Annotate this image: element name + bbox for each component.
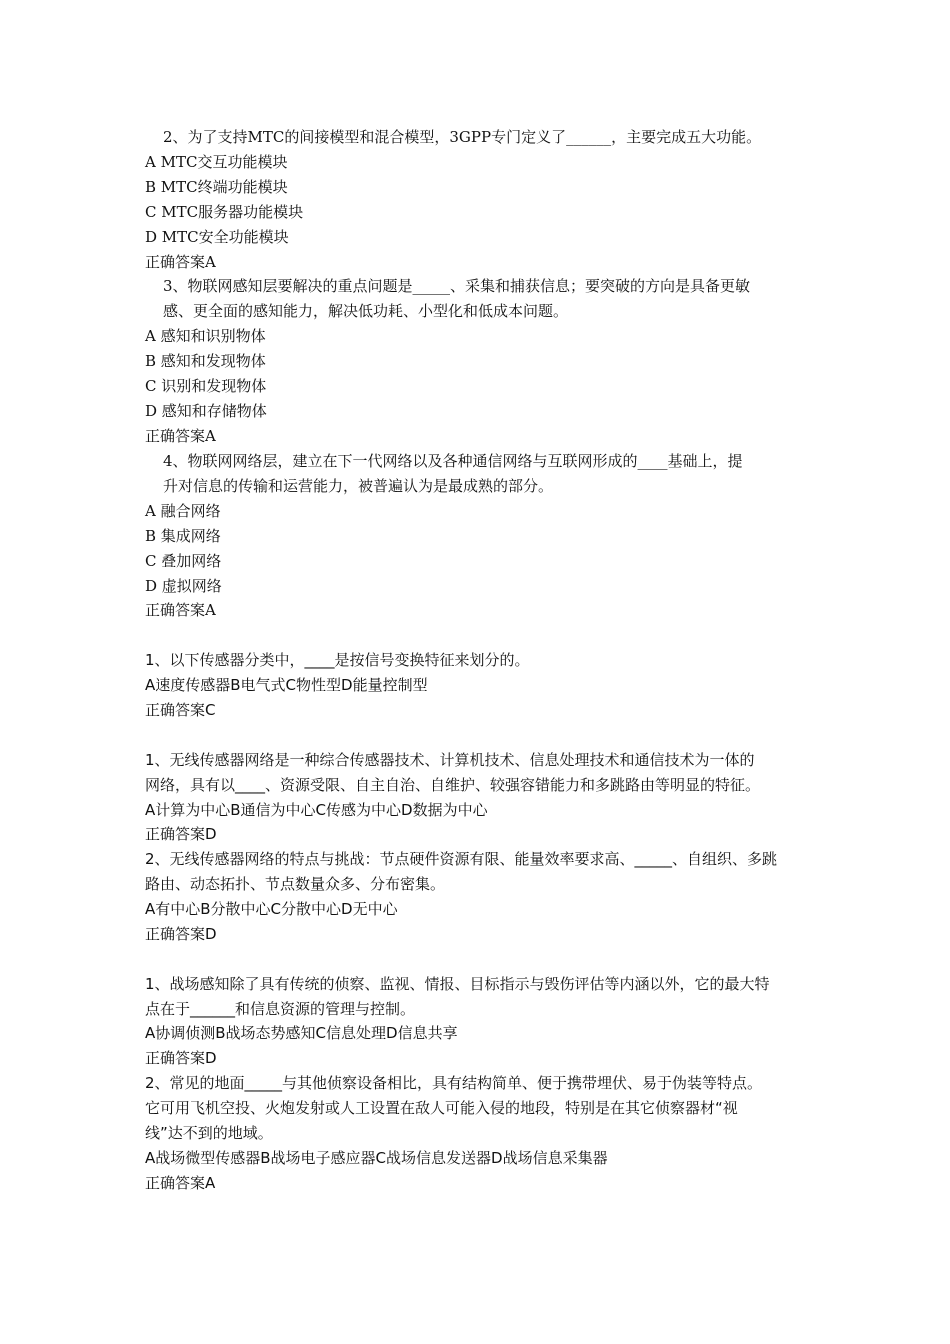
question-2-stem: 2、为了支持MTC的间接模型和混合模型，3GPP专门定义了______，主要完成五大功能。 <box>163 128 762 146</box>
wsn-question-1-answer: 正确答案D <box>145 825 217 843</box>
sensor-question-answer: 正确答案C <box>145 701 216 719</box>
question-4-option-d: D 虚拟网络 <box>145 577 222 595</box>
question-3-option-c: C 识别和发现物体 <box>145 377 267 395</box>
wsn-question-1-stem-line1: 1、无线传感器网络是一种综合传感器技术、计算机技术、信息处理技术和通信技术为一体的 <box>145 751 755 769</box>
question-2-answer: 正确答案A <box>145 253 216 271</box>
question-3-option-a: A 感知和识别物体 <box>145 327 266 345</box>
battlefield-question-1-answer: 正确答案D <box>145 1049 217 1067</box>
question-3-option-b: B 感知和发现物体 <box>145 352 266 370</box>
wsn-question-2-stem-line1: 2、无线传感器网络的特点与挑战：节点硬件资源有限、能量效率要求高、_____、自组织、多跳 <box>145 850 778 868</box>
battlefield-question-2-answer: 正确答案A <box>145 1174 216 1192</box>
question-2-option-c: C MTC服务器功能模块 <box>145 203 304 221</box>
battlefield-question-1-stem-line1: 1、战场感知除了具有传统的侦察、监视、情报、目标指示与毁伤评估等内涵以外，它的最大特 <box>145 975 770 993</box>
wsn-question-1-stem-line2: 网络，具有以____、资源受限、自主自治、自维护、较强容错能力和多跳路由等明显的特征。 <box>145 776 761 794</box>
question-4-option-a: A 融合网络 <box>145 502 221 520</box>
battlefield-question-2-stem-line1: 2、常见的地面_____与其他侦察设备相比，具有结构简单、便于携带埋伏、易于伪装等特点。 <box>145 1074 763 1092</box>
battlefield-question-2-stem-line3: 线”达不到的地域。 <box>145 1124 273 1142</box>
question-4-option-c: C 叠加网络 <box>145 552 222 570</box>
question-2-option-a: A MTC交互功能模块 <box>145 153 288 171</box>
question-3-option-d: D 感知和存储物体 <box>145 402 267 420</box>
battlefield-question-1-options: A协调侦测B战场态势感知C信息处理D信息共享 <box>145 1024 458 1042</box>
wsn-question-2-options: A有中心B分散中心C分散中心D无中心 <box>145 900 398 918</box>
question-4-option-b: B 集成网络 <box>145 527 221 545</box>
wsn-question-2-answer: 正确答案D <box>145 925 217 943</box>
wsn-question-1-options: A计算为中心B通信为中心C传感为中心D数据为中心 <box>145 801 488 819</box>
question-4-answer: 正确答案A <box>145 601 216 619</box>
question-4-stem-line1: 4、物联网网络层，建立在下一代网络以及各种通信网络与互联网形成的____基础上，提 <box>163 452 743 470</box>
question-2-option-d: D MTC安全功能模块 <box>145 228 289 246</box>
sensor-question-options: A速度传感器B电气式C物性型D能量控制型 <box>145 676 428 694</box>
battlefield-question-1-stem-line2: 点在于______和信息资源的管理与控制。 <box>145 1000 416 1018</box>
question-4-stem-line2: 升对信息的传输和运营能力，被普遍认为是最成熟的部分。 <box>163 477 554 495</box>
question-2-option-b: B MTC终端功能模块 <box>145 178 288 196</box>
battlefield-question-2-stem-line2: 它可用飞机空投、火炮发射或人工设置在敌人可能入侵的地段，特别是在其它侦察器材“视 <box>145 1099 738 1117</box>
question-3-stem-line2: 感、更全面的感知能力，解决低功耗、小型化和低成本问题。 <box>163 302 569 320</box>
battlefield-question-2-options: A战场微型传感器B战场电子感应器C战场信息发送器D战场信息采集器 <box>145 1149 608 1167</box>
sensor-question-stem: 1、以下传感器分类中，____是按信号变换特征来划分的。 <box>145 651 530 669</box>
question-3-stem-line1: 3、物联网感知层要解决的重点问题是_____、采集和捕获信息；要突破的方向是具备更敏 <box>163 277 751 295</box>
wsn-question-2-stem-line2: 路由、动态拓扑、节点数量众多、分布密集。 <box>145 875 446 893</box>
question-3-answer: 正确答案A <box>145 427 216 445</box>
